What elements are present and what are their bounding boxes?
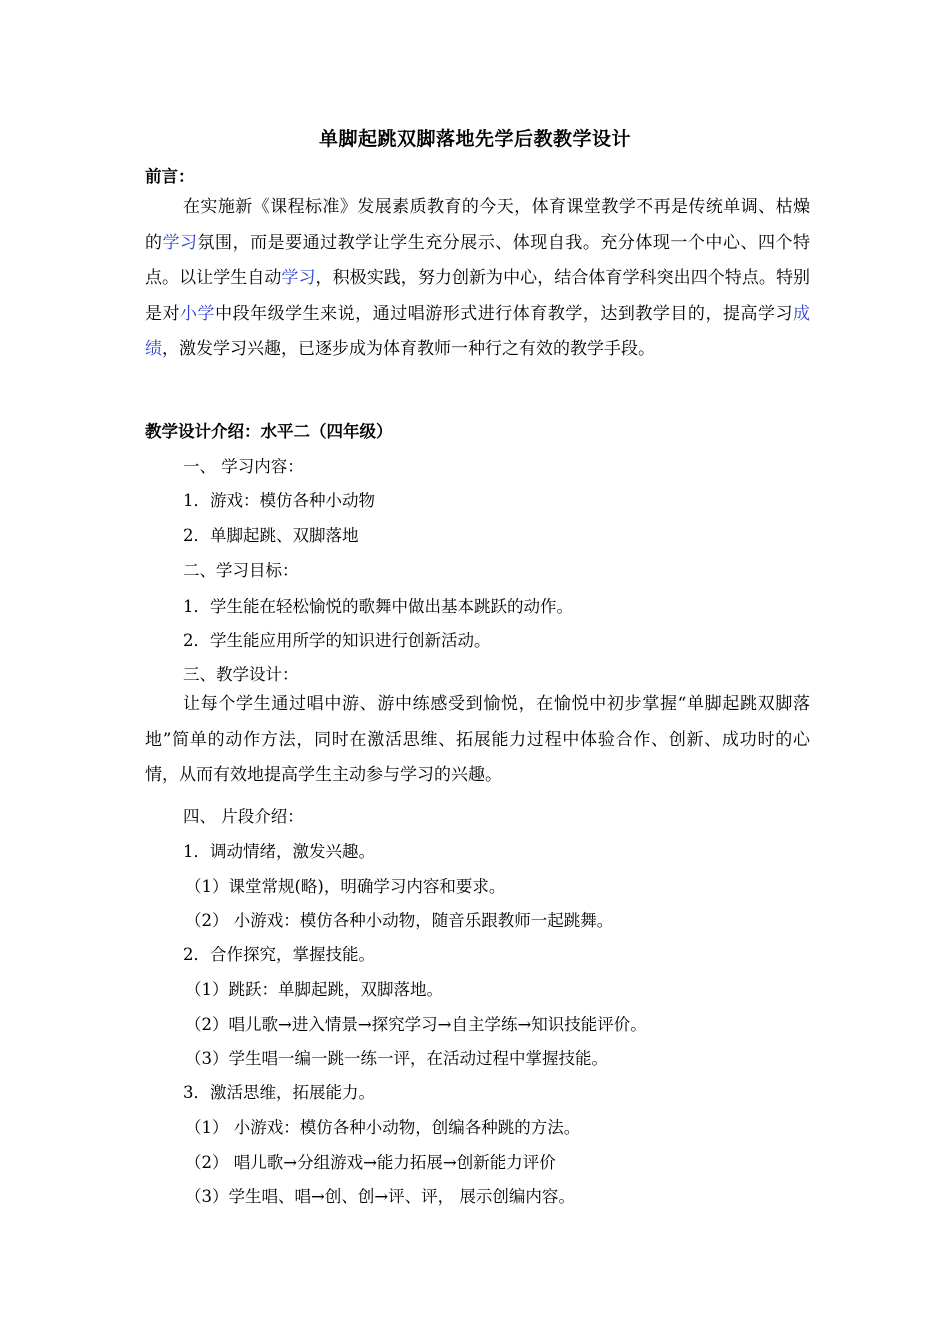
document-title: 单脚起跳双脚落地先学后教教学设计 [318,128,631,150]
preface-paragraph [145,190,810,368]
part-2-item-2: （2）唱儿歌→进入情景→探究学习→自主学练→知识技能评价。 [185,1015,647,1034]
part-1-title: 1．调动情绪，激发兴趣。 [183,842,375,861]
part-1-item-1: （1）课堂常规(略)，明确学习内容和要求。 [185,877,506,896]
part-2-item-3: （3）学生唱一编一跳一练一评，在活动过程中掌握技能。 [185,1049,608,1068]
section-2-item-1: 1．学生能在轻松愉悦的歌舞中做出基本跳跃的动作。 [183,597,573,616]
part-1-item-2: （2） 小游戏：模仿各种小动物，随音乐跟教师一起跳舞。 [185,911,614,930]
preface-text-1: 在实施新《课程标准》发展素质教育的今天，体育课堂教学不再是传统单调、枯燥的 [145,197,810,253]
part-3-item-2: （2） 唱儿歌→分组游戏→能力拓展→创新能力评价 [185,1153,556,1172]
part-3-title: 3．激活思维，拓展能力。 [183,1083,375,1102]
part-3-item-3: （3）学生唱、唱→创、创→评、评， 展示创编内容。 [185,1187,575,1206]
preface-text-4: 中段年级学生来说，通过唱游形式进行体育教学，达到教学目的，提高学习 [215,303,794,324]
part-2-item-1: （1）跳跃：单脚起跳，双脚落地。 [185,980,443,999]
section-4-title: 四、 片段介绍： [183,807,304,826]
preface-text-5: ，激发学习兴趣，已逐步成为体育教师一种行之有效的教学手段。 [162,339,655,360]
section-2-title: 二、学习目标： [183,561,299,580]
part-3-item-1: （1） 小游戏：模仿各种小动物，创编各种跳的方法。 [185,1118,581,1137]
link-grades[interactable]: 成绩 [145,303,811,360]
preface-text-2: 氛围，而是要通过教学让学生充分展示、体现自我。充分体现一个中心、四个特点。以让学生自动 [145,232,811,289]
link-primary-school[interactable]: 小学 [180,303,216,324]
preface-heading: 前言： [145,167,195,186]
link-study-1[interactable]: 学习 [162,232,198,253]
part-2-title: 2．合作探究，掌握技能。 [183,945,375,964]
section-1-title: 一、 学习内容： [183,457,304,476]
design-heading: 教学设计介绍：水平二（四年级） [145,422,393,441]
preface-text-3: ，积极实践，努力创新为中心，结合体育学科突出四个特点。特别是对 [145,268,811,324]
section-3-title: 三、教学设计： [183,665,299,684]
section-2-item-2: 2．学生能应用所学的知识进行创新活动。 [183,631,491,650]
section-3-paragraph: 让每个学生通过唱中游、游中练感受到愉悦，在愉悦中初步掌握“单脚起跳双脚落地”简单的动作方法，同时在激活思维、拓展能力过程中体验合作、创新、成功时的心情，从而有效地提高学生主动参与学习的兴趣。 [145,694,810,786]
section-1-item-2: 2．单脚起跳、双脚落地 [183,526,359,545]
link-study-2[interactable]: 学习 [281,268,316,289]
section-1-item-1: 1．游戏：模仿各种小动物 [183,491,375,510]
